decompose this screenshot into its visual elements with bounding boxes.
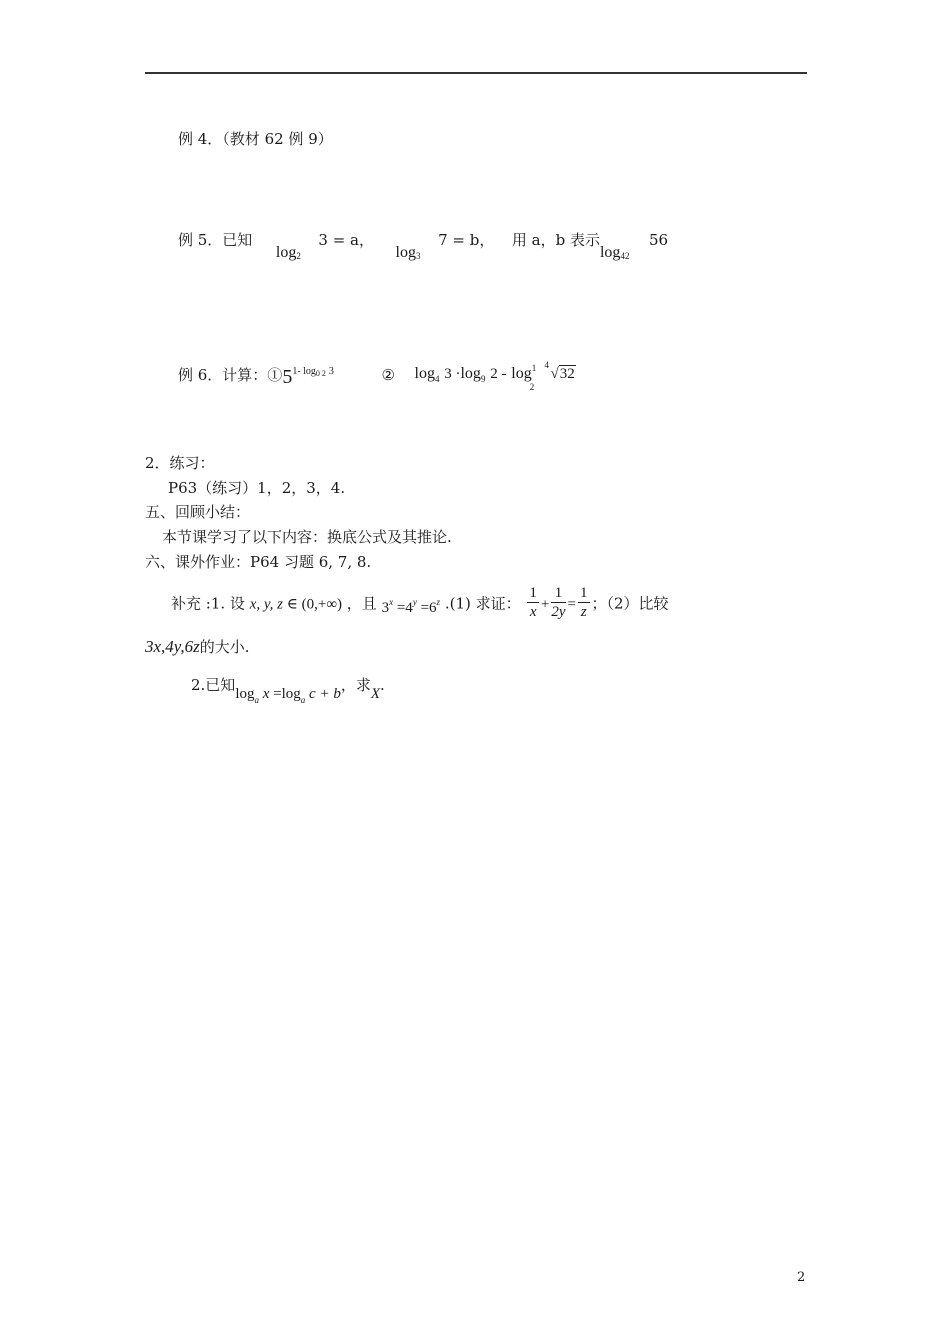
compare-label: ；（2）比较 [591,594,669,613]
fraction-1-over-x: $\frac{1}{x}$ [529,585,537,620]
log-word: log [275,244,297,261]
expr-term: 2 - [490,366,507,382]
exponent-text: 1- log [292,366,316,377]
q2-prefix: 2.已知 [191,676,236,694]
page-number: 2 [797,1270,806,1285]
conjunction: ，且 [346,594,377,613]
log-argument: 56 [649,231,669,249]
equals-sign: = [567,596,577,613]
plus-sign: + [540,596,550,613]
variables: x, y, z [249,596,284,613]
compare-terms: 3x,4y,6z [145,637,200,656]
supplement-q1-line2 [145,636,250,657]
summary-title: 五、回顾小结： [145,503,251,521]
half-num: 1 [531,363,537,373]
equation-text: 7 = b， [438,231,495,249]
example-5-prefix: 例 5．已知 [178,231,253,249]
log-word: log [511,365,532,382]
log-base: 3 [416,251,421,261]
express-text: 用 a，b 表示 [511,231,600,249]
root-body: 32 [559,366,575,382]
half-den: 2 [529,382,535,392]
half-base [529,363,540,393]
q2-unknown: X [370,686,381,702]
example-6 [178,360,576,393]
supplement-q2 [191,674,385,705]
interval: ∈ (0,+∞) [283,596,343,613]
item-2-marker: ② [381,366,395,384]
exponent-arg: 3 [328,366,334,377]
practice-title: 2．练习： [145,454,215,472]
log-base: 9 [480,374,486,384]
prove-label: .(1) 求证： [444,594,521,613]
fraction-1-over-2y: $\frac{1}{2y}$ [551,585,566,620]
summary-body: 本节课学习了以下内容：换底公式及其推论. [162,528,452,546]
log-word: log [395,244,416,261]
example-4 [178,128,333,149]
q2-equation: $\log_a x =\log_a$ c + b [235,686,341,705]
equation-text: 3 = a， [318,231,374,249]
fourth-root: 4 √32 [544,360,575,382]
power-base: 5 [282,366,293,388]
fraction-1-over-z: $\frac{1}{z}$ [580,585,588,620]
log-word: log [414,365,435,382]
q2-ask: ，求 [340,676,371,694]
exponent-base: 0 2 [315,369,326,378]
q2-period: . [380,676,385,694]
example-4-text: 例 4．（教材 62 例 9） [178,130,333,148]
log-base: 2 [296,251,301,261]
header-rule [145,72,807,74]
example-6-prefix: 例 6．计算：① [178,366,283,384]
log-base: 4 [434,374,440,384]
equality-chain: $3^x =4^y =6^z$ [381,596,441,616]
root-index: 4 [544,360,549,370]
compare-tail: 的大小. [199,638,250,656]
log-word: log [599,244,621,261]
practice-body: P63（练习）1，2，3，4. [168,479,346,497]
supplement-prefix: 补充 :1. 设 [171,594,245,613]
supplement-q1 [171,586,669,623]
expr-term: 3 · [444,366,461,382]
log-base: 42 [620,251,630,261]
example-5 [178,229,669,261]
homework: 六、课外作业：P64 习题 6, 7, 8. [145,553,372,571]
log-word: log [460,365,481,382]
